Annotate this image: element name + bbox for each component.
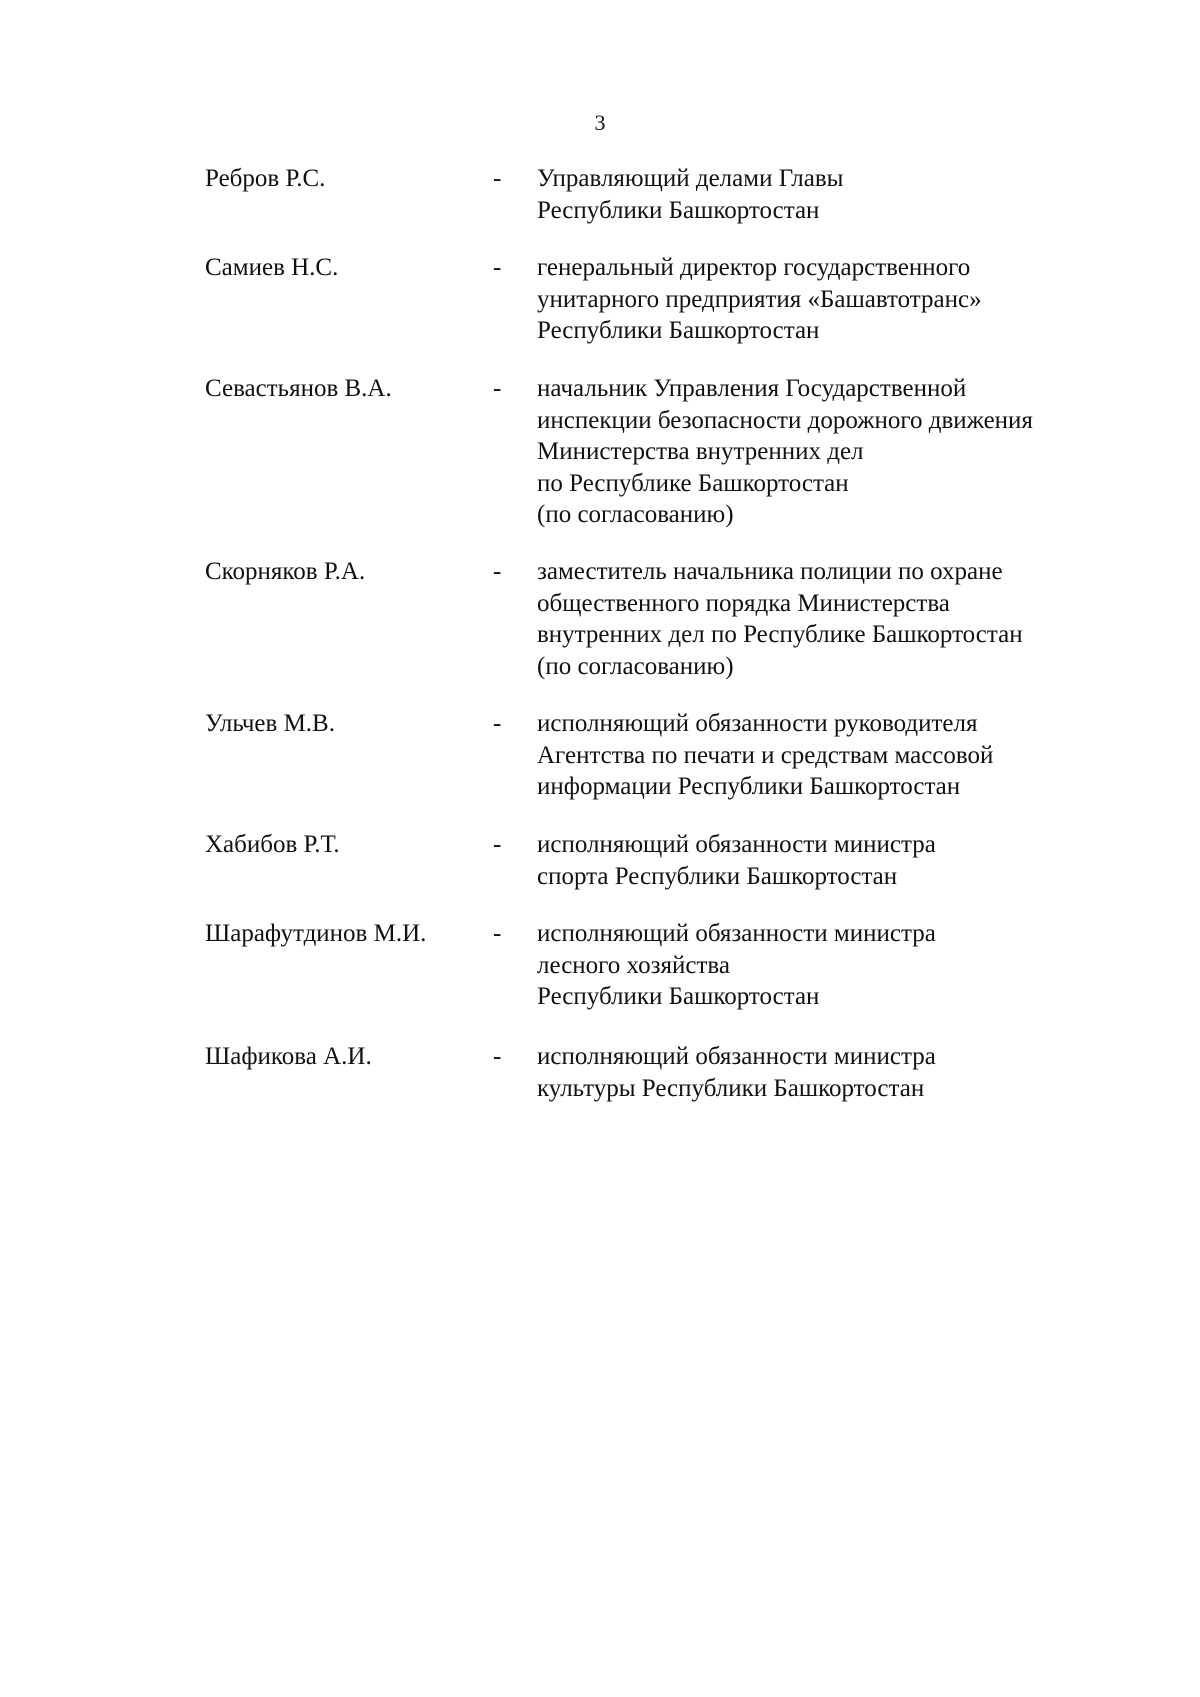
role-line: культуры Республики Башкортостан	[537, 1074, 925, 1102]
role-line: начальник Управления Государственной	[537, 375, 967, 402]
role-line: заместитель начальника полиции по охране	[537, 558, 1003, 585]
member-name: Самиев Н.С.	[205, 254, 339, 281]
role-line: (по согласованию)	[537, 501, 734, 528]
role-line: Управляющий делами Главы	[537, 165, 844, 192]
member-role	[537, 1041, 1097, 1104]
role-line: исполняющий обязанности министра	[537, 920, 936, 947]
member-role	[537, 556, 1097, 682]
dash-separator: -	[493, 165, 502, 192]
member-name: Ульчев М.В.	[205, 710, 335, 737]
role-line: лесного хозяйства	[537, 951, 730, 979]
member-name: Севастьянов В.А.	[205, 375, 392, 402]
role-line: унитарного предприятия «Башавтотранс»	[537, 285, 982, 313]
dash-separator: -	[493, 710, 502, 737]
member-role	[537, 163, 1097, 226]
role-line: Республики Башкортостан	[537, 196, 820, 224]
role-line: общественного порядка Министерства	[537, 589, 950, 617]
member-name: Шафикова А.И.	[205, 1043, 372, 1070]
member-role	[537, 829, 1097, 892]
member-name: Скорняков Р.А.	[205, 558, 366, 585]
member-role	[537, 708, 1097, 803]
dash-separator: -	[493, 1043, 502, 1070]
member-name: Шарафутдинов М.И.	[205, 920, 427, 947]
role-line: Агентства по печати и средствам массовой	[537, 741, 994, 769]
member-name: Ребров Р.С.	[205, 165, 326, 192]
role-line: исполняющий обязанности руководителя	[537, 710, 978, 737]
dash-separator: -	[493, 254, 502, 281]
member-role	[537, 918, 1097, 1013]
role-line: Министерства внутренних дел	[537, 438, 864, 465]
member-role	[537, 373, 1097, 531]
role-line: информации Республики Башкортостан	[537, 773, 961, 800]
dash-separator: -	[493, 375, 502, 402]
page-number: 3	[594, 110, 606, 135]
role-line: Республики Башкортостан	[537, 983, 820, 1010]
role-line: (по согласованию)	[537, 652, 734, 680]
member-role	[537, 252, 1097, 347]
role-line: по Республике Башкортостан	[537, 469, 849, 497]
member-name: Хабибов Р.Т.	[205, 831, 340, 858]
dash-separator: -	[493, 920, 502, 947]
dash-separator: -	[493, 831, 502, 858]
role-line: генеральный директор государственного	[537, 254, 971, 281]
role-line: Республики Башкортостан	[537, 317, 820, 344]
role-line: инспекции безопасности дорожного движения	[537, 406, 1033, 434]
role-line: спорта Республики Башкортостан	[537, 862, 898, 890]
dash-separator: -	[493, 558, 502, 585]
role-line: внутренних дел по Республике Башкортостан	[537, 621, 1023, 648]
role-line: исполняющий обязанности министра	[537, 831, 936, 858]
role-line: исполняющий обязанности министра	[537, 1043, 936, 1070]
